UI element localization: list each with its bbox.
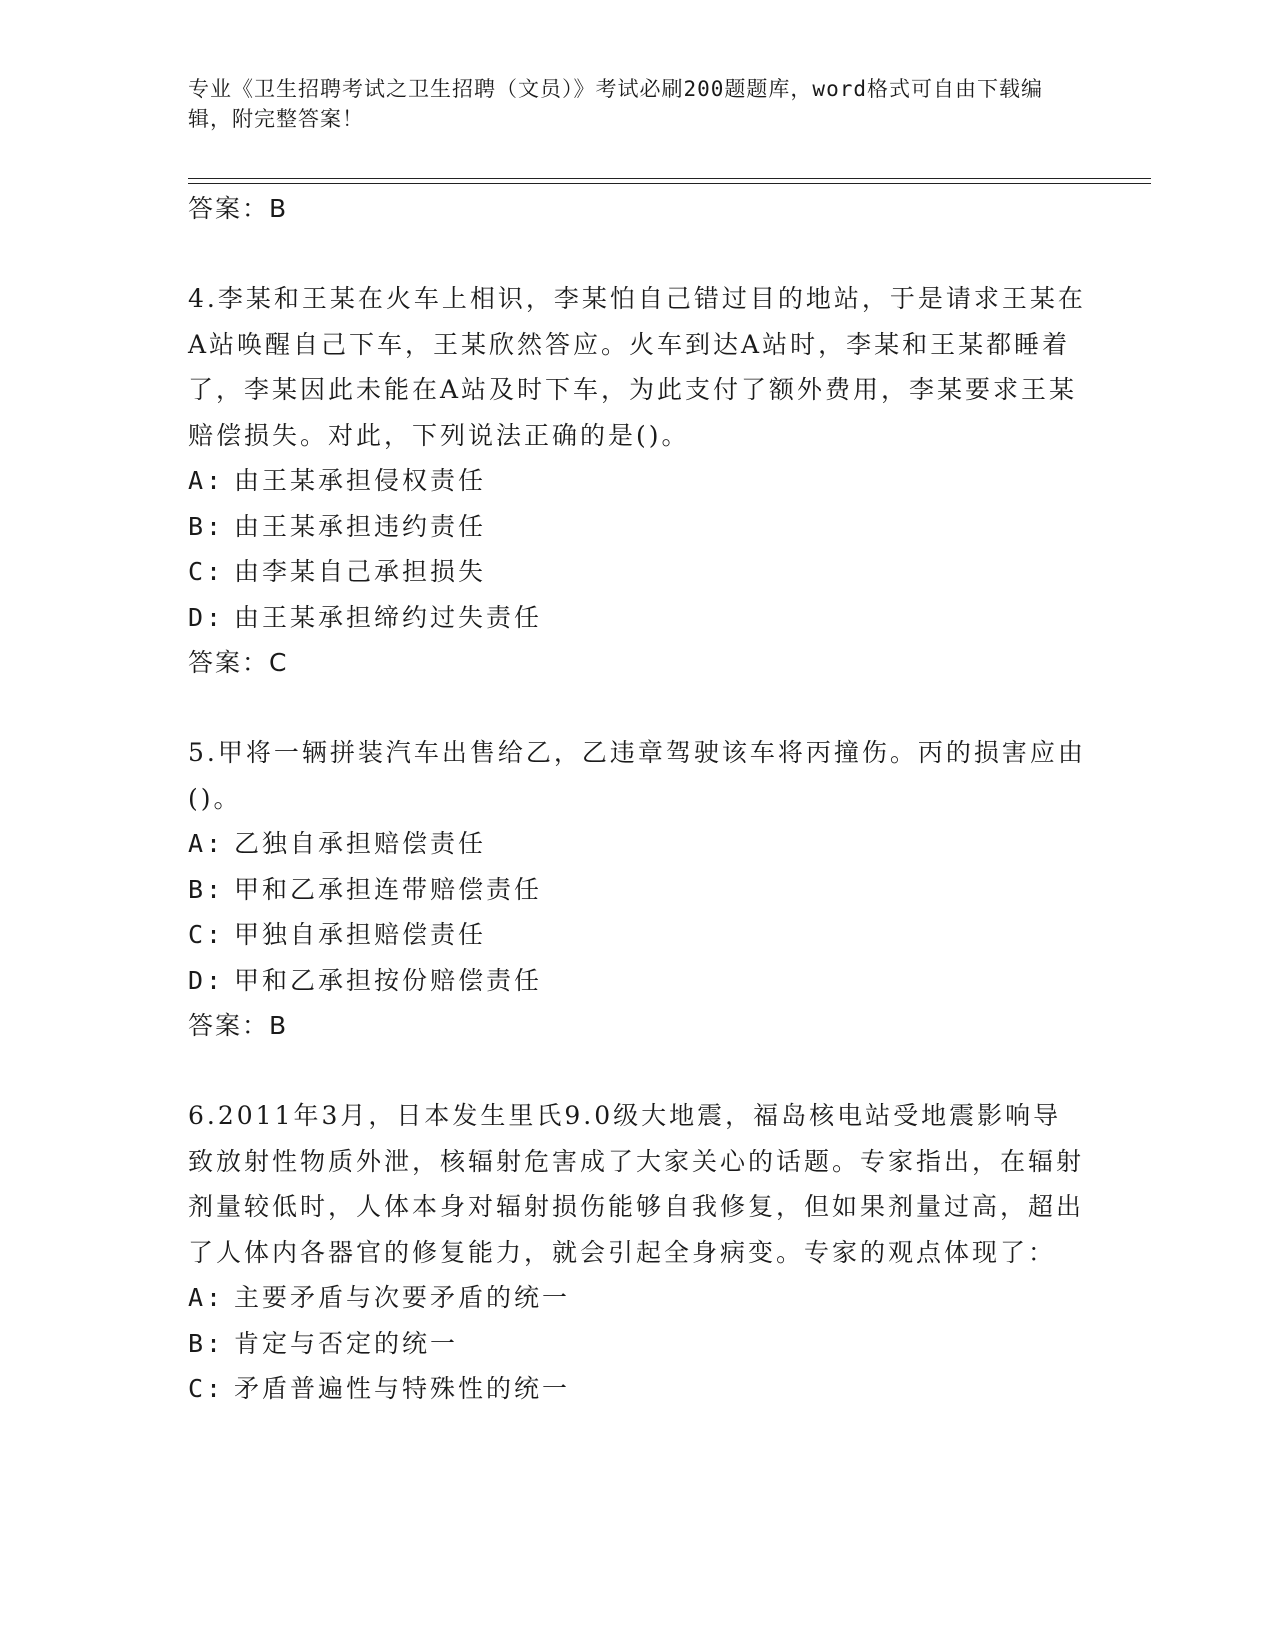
option-c [188, 549, 1088, 595]
option-text: 由王某承担缔约过失责任 [234, 602, 543, 632]
question-stem: 5.甲将一辆拼装汽车出售给乙，乙违章驾驶该车将丙撞伤。丙的损害应由()。 [188, 738, 1086, 813]
answer-line: 答案：B [188, 194, 289, 223]
option-c [188, 1366, 1088, 1412]
option-a [188, 821, 1088, 867]
spacer [188, 686, 1088, 730]
question-stem: 4.李某和王某在火车上相识，李某怕自己错过目的地站，于是请求王某在A站唤醒自己下车，王某欣然答应。火车到达A站时，李某和王某都睡着了，李某因此未能在A站及时下车，为此支付了额外费用，李某要求王某赔偿损失。对此，下列说法正确的是()。 [188, 284, 1086, 450]
option-text: 肯定与否定的统一 [234, 1328, 459, 1358]
option-letter: C: [188, 1374, 225, 1403]
option-text: 甲和乙承担按份赔偿责任 [234, 965, 543, 995]
question-stem: 6.2011年3月，日本发生里氏9.0级大地震，福岛核电站受地震影响导致放射性物质外泄，核辐射危害成了大家关心的话题。专家指出，在辐射剂量较低时，人体本身对辐射损伤能够自我修复，但如果剂量过高，超出了人体内各器官的修复能力，就会引起全身病变。专家的观点体现了： [188, 1101, 1085, 1267]
option-a [188, 1275, 1088, 1321]
option-b [188, 1321, 1088, 1367]
option-letter: D: [188, 965, 225, 995]
spacer [188, 1049, 1088, 1093]
option-d [188, 958, 1088, 1004]
option-letter: D: [188, 602, 225, 632]
option-letter: C: [188, 557, 225, 586]
option-text: 由王某承担违约责任 [234, 511, 487, 541]
header-rule-bottom [188, 183, 1151, 184]
question-4 [188, 276, 1088, 686]
option-letter: C: [188, 920, 225, 949]
option-d [188, 595, 1088, 641]
option-text: 由王某承担侵权责任 [234, 466, 487, 495]
option-text: 矛盾普遍性与特殊性的统一 [234, 1374, 571, 1403]
question-5 [188, 730, 1088, 1049]
option-letter: A: [188, 1283, 225, 1312]
document-body [188, 186, 1088, 1412]
header-rule-top [188, 178, 1151, 179]
question-6 [188, 1093, 1088, 1412]
option-b [188, 504, 1088, 550]
option-b [188, 867, 1088, 913]
option-letter: A: [188, 829, 225, 858]
option-letter: A: [188, 466, 225, 495]
answer-line: 答案：B [188, 1011, 289, 1040]
spacer [188, 232, 1088, 276]
option-text: 乙独自承担赔偿责任 [234, 829, 487, 858]
option-letter: B: [188, 511, 225, 541]
option-c [188, 912, 1088, 958]
option-text: 甲独自承担赔偿责任 [234, 920, 487, 949]
page-header: 专业《卫生招聘考试之卫生招聘（文员）》考试必刷200题题库，word格式可自由下载编辑，附完整答案！ [188, 77, 1043, 131]
option-letter: B: [188, 1328, 225, 1358]
option-text: 由李某自己承担损失 [234, 557, 487, 586]
option-a [188, 458, 1088, 504]
answer-line: 答案：C [188, 648, 289, 677]
option-letter: B: [188, 874, 225, 904]
option-text: 甲和乙承担连带赔偿责任 [234, 874, 543, 904]
option-text: 主要矛盾与次要矛盾的统一 [234, 1283, 571, 1312]
